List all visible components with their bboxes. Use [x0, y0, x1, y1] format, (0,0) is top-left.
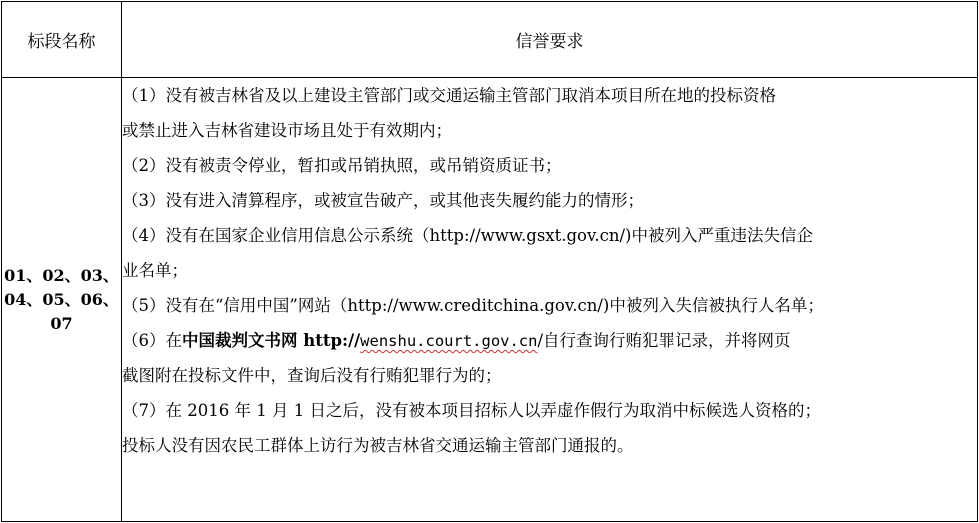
requirement-7-line-2: 投标人没有因农民工群体上访行为被吉林省交通运输主管部门通报的。: [122, 436, 634, 455]
requirement-6-line-2: 截图附在投标文件中，查询后没有行贿犯罪行为的；: [122, 366, 502, 385]
table-header-row: [2, 2, 978, 78]
requirement-1-line-2: 或禁止进入吉林省建设市场且处于有效期内；: [122, 121, 452, 140]
requirements-cell: [122, 78, 978, 522]
header-credit-requirements: 信誉要求: [122, 2, 978, 78]
credit-requirements-table: [1, 1, 978, 522]
header-section-name: 标段名称: [2, 2, 122, 78]
requirement-6-line-1: [122, 323, 977, 358]
section-codes-line-1: 01、02、03、: [4, 265, 119, 285]
requirement-3: （3）没有进入清算程序，或被宣告破产，或其他丧失履约能力的情形；: [122, 191, 644, 210]
requirement-4-line-1: （4）没有在国家企业信用信息公示系统（http://www.gsxt.gov.cn/)中被列入严重违法失信企: [122, 226, 813, 245]
section-codes-cell: [2, 78, 122, 522]
requirement-4-line-2: 业名单；: [122, 261, 188, 280]
requirement-1-line-1: （1）没有被吉林省及以上建设主管部门或交通运输主管部门取消本项目所在地的投标资格: [122, 86, 776, 105]
requirement-6-suffix: /自行查询行贿犯罪记录，并将网页: [537, 331, 791, 350]
requirement-7-line-1: （7）在 2016 年 1 月 1 日之后，没有被本项目招标人以弄虚作假行为取消中标候选人资格的；: [122, 401, 821, 420]
section-codes-line-3: 07: [50, 313, 73, 333]
judgment-site-url[interactable]: wenshu.court.gov.cn: [360, 332, 538, 350]
section-codes-line-2: 04、05、06、: [4, 289, 119, 309]
requirement-2: （2）没有被责令停业，暂扣或吊销执照，或吊销资质证书；: [122, 156, 562, 175]
judgment-site-name: 中国裁判文书网: [182, 331, 298, 350]
requirement-6-prefix: （6）在: [122, 331, 182, 350]
requirement-5: （5）没有在“信用中国”网站（http://www.creditchina.gov.cn/)中被列入失信被执行人名单；: [122, 296, 824, 315]
judgment-site-url-lead: http://: [297, 331, 361, 350]
table-body-row: [2, 78, 978, 522]
